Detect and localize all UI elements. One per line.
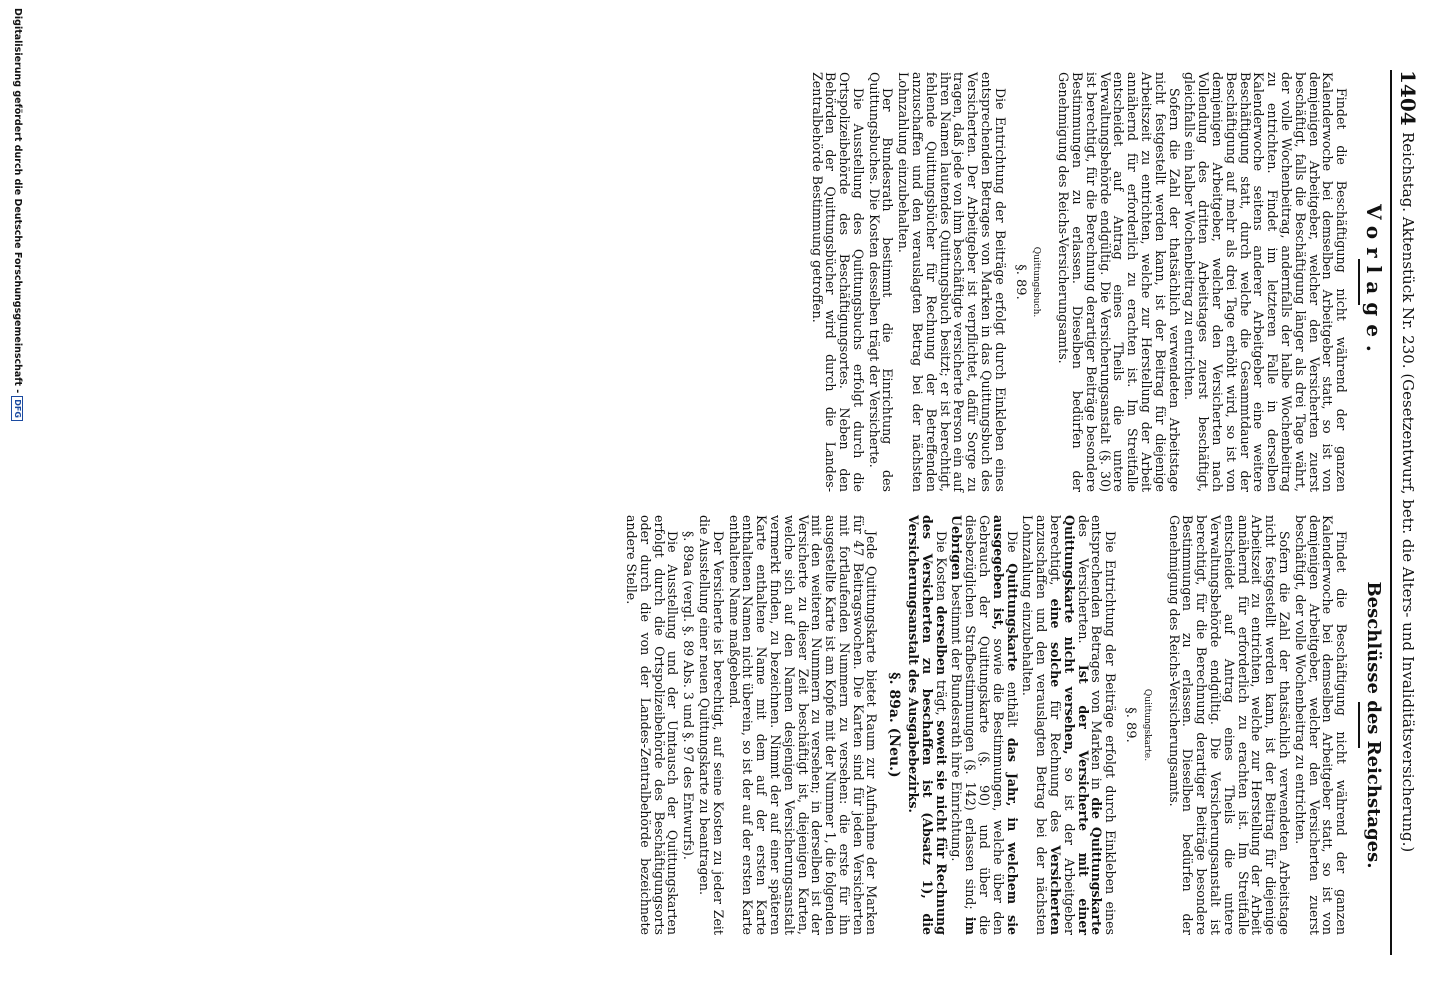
bold-run: Versicherten [1048, 845, 1064, 936]
page-header [1390, 70, 1422, 955]
dfg-logo-icon: DFG [11, 396, 23, 421]
paragraph: Findet die Beschäftigung nicht während der ganzen Kalenderwoche bei demselben Arbeitgeber statt, so ist von demjenigen Arbeitgeber, welcher den Versicherten zuerst beschäftigt, falls die Beschäftigung länger als drei Tage währt, der volle Wochenbeitrag, andernfalls der halbe Wochenbeitrag zu entrichten. Findet im letzteren Falle in derselben Kalenderwoche seitens anderer Arbeitgeber eine weitere Beschäftigung statt, durch welche die Gesammtdauer der Beschäftigung auf mehr als drei Tage erhöht wird, so ist von demjenigen Arbeitgeber, welcher den Versicherten nach Vollendung des dritten Arbeitstages zuerst beschäftigt, gleichfalls ein halber Wochenbeitrag zu entrichten. [1182, 72, 1350, 492]
paragraph: Die Entrichtung der Beiträge erfolgt durch Einkleben eines entsprechenden Betrages von Marken in das Quittungsbuch des Versicherten. Der Arbeitgeber ist verpflichtet, dafür Sorge zu tragen, daß jede von ihm beschäftigte versicherte Person ein auf ihren Namen lautendes Quittungsbuch besitzt; er ist berechtigt, fehlende Quittungsbücher für Rechnung der Betreffenden anzuschaffen und den verauslagten Betrag bei der nächsten Lohnzahlung einzubehalten. [896, 72, 1008, 492]
section-heading: §. 89a. (Neu.) [886, 672, 903, 778]
title-rule [1358, 259, 1360, 305]
paragraph [950, 515, 1019, 935]
paragraph [906, 515, 947, 935]
text-run: Die [1004, 531, 1020, 564]
text-run: trägt, [933, 675, 949, 721]
paragraph: Sofern die Zahl der thatsächlich verwendeten Arbeitstage nicht festgestellt werden kann, ist der Beitrag für diejenige Arbeitszeit zu entrichten, welche zur Herstellung der Arbeit annähernd für erforderlich zu erachten ist. Im Streitfalle entscheidet auf Antrag eines Theils die untere Verwaltungsbehörde endgültig. Die Versicherungsanstalt (§. 30) ist berechtigt, für die Berechnung derartiger Beiträge besondere Bestimmungen zu erlassen. Dieselben bedürfen der Genehmigung des Reichs-Versicherungsamts. [1056, 72, 1182, 492]
paragraph: §. 89aa (vergl. §. 89 Abs. 3 und §. 97 des Entwurfs). [681, 531, 697, 860]
column-title-beschluesse: Beschlüsse des Reichstages. [1363, 581, 1384, 869]
bold-run: das Jahr, in welchem sie ausgegeben ist, [990, 515, 1020, 935]
footer-text: Digitalisierung gefördert durch die Deutsche Forschungsgemeinschaft - [12, 8, 23, 394]
bold-run: derselben [933, 605, 949, 676]
section-heading: §. 89. [1123, 707, 1139, 743]
text-run: so ist der Arbeitgeber berechtigt, [1048, 515, 1077, 935]
text-run: Die Entrichtung der Beiträge erfolgt durch Einkleben eines entsprechenden Betrages von Marken in [1089, 515, 1119, 935]
margin-heading: Quittungsbuch. [1031, 246, 1042, 318]
paragraph: Jede Quittungskarte bietet Raum zur Aufnahme der Marken für 47 Beitragswochen. Die Karten sind für jeden Versicherten mit fortlaufenden Nummern zu versehen: die erste für ihn ausgestellte Karte ist am Kopfe mit der Nummer 1, die folgenden mit den weiteren Nummern zu versehen; in derselben ist der Versicherte zu dieser Zeit beschäftigt ist, diejenigen Karten, welche sich auf den Namen desjenigen Versicherungsanstalt vermerkt finden, zu bezeichnen. Nimmt der auf einer späteren Karte enthaltene Name mit dem auf der ersten Karte enthaltenen Namen nicht überein, so ist der auf der ersten Karte enthaltene Name maßgebend. [726, 515, 880, 935]
text-run: bestimmt der Bundesrath ihre Einrichtung. [949, 580, 965, 862]
page-number: 1404 [1396, 70, 1420, 126]
margin-heading: Quittungskarte. [1141, 688, 1152, 762]
paragraph: Die Ausstellung des Quittungsbuchs erfolgt durch die Ortspolizeibehörde des Beschäftigungsortes. Neben den Behörden der Quittungsbücher wird durch die Landes-Zentralbehörde Bestimmung getroffen. [809, 72, 866, 492]
text-run: enthält [1004, 671, 1020, 738]
header-title: Reichstag. Aktenstück Nr. 230. (Gesetzentwurf, betr. die Alters- und Invaliditätsversicherung.) [1399, 132, 1417, 853]
text-run: für Rechnung des [1048, 687, 1064, 846]
paragraph: Findet die Beschäftigung nicht während der ganzen Kalenderwoche bei demselben Arbeitgeber statt, so ist von demjenigen Arbeitgeber, welcher den Versicherten zuerst beschäftigt, der volle Wochenbeitrag zu entrichten. [1292, 515, 1350, 935]
paragraph [1021, 515, 1118, 935]
paragraph: Sofern die Zahl der thatsächlich verwendeten Arbeitstage nicht festgestellt werden kann, ist der Beitrag für diejenige Arbeitszeit zu entrichten, welche zur Herstellung der Arbeit annähernd für erforderlich zu erachten ist. Im Streitfalle entscheidet auf Antrag eines Theils die untere Verwaltungsbehörde endgültig. Die Versicherungsanstalt ist berechtigt, für die Berechnung derartiger Beiträge besondere Bestimmungen zu erlassen. Dieselben bedürfen der Genehmigung des Reichs-Versicherungsamts. [1166, 515, 1293, 935]
column-title-vorlage: Vorlage. [1362, 204, 1386, 360]
title-rule [1358, 702, 1360, 748]
text-run: sowie die Bestimmungen, welche über den Gebrauch der Quittungskarte (§. 90) und über die diesbezüglichen Strafbestimmungen (§. 142) erlassen sind; [963, 515, 1006, 935]
bold-run: Ist der Versicherte mit einer Quittungskarte nicht versehen, [1061, 515, 1091, 935]
bold-run: Quittungskarte [1004, 563, 1020, 672]
paragraph: Der Versicherte ist berechtigt, auf seine Kosten zu jeder Zeit die Ausstellung einer neuen Quittungskarte zu beantragen. [696, 515, 726, 935]
paragraph: Der Bundesrath bestimmt die Einrichtung des Quittungsbuches. Die Kosten desselben trägt der Versicherte. [866, 72, 896, 492]
section-heading: §. 89. [1012, 264, 1028, 300]
text-run: anzuschaffen und den verauslagten Betrag bei der nächsten Lohnzahlung einzubehalten. [1020, 515, 1050, 935]
text-run: des Versicherten. [1075, 515, 1091, 665]
bold-run: die Quittungskarte [1089, 797, 1105, 935]
digitization-footer [3, 8, 23, 998]
bold-run: im Uebrigen [949, 515, 979, 935]
bold-run: soweit sie nicht für Rechnung des Versicherten zu beschaffen ist (Absatz 1), die Versicherungsanstalt des Ausgabebezirks. [906, 515, 949, 935]
text-run: Die Kosten [933, 531, 949, 606]
bold-run: eine solche [1048, 598, 1064, 688]
column-beschluesse [622, 515, 1384, 935]
column-vorlage [808, 72, 1384, 492]
paragraph: Die Ausstellung und der Umtausch der Quittungskarten erfolgt durch die Ortspolizeibehörde des Beschäftigungsorts oder durch die von der Landes-Zentralbehörde bezeichnete andere Stelle. [623, 515, 681, 935]
